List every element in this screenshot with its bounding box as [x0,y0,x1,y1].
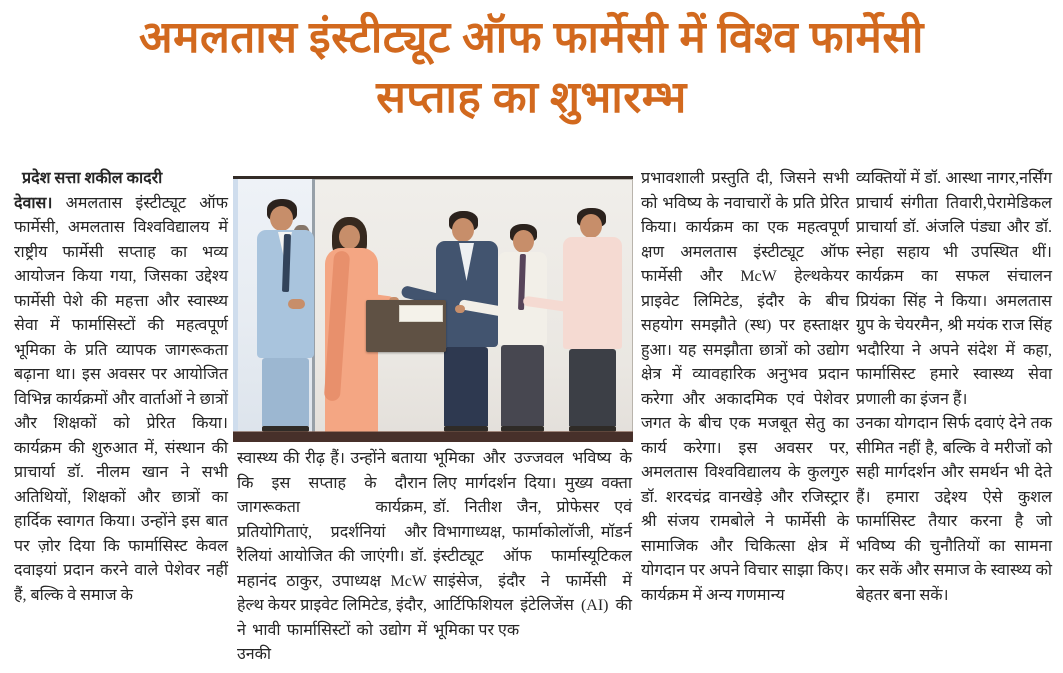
headline [0,8,1063,128]
person-2-head [339,225,360,249]
dateline: देवास। [14,194,53,212]
mou-folder-label [399,305,443,322]
person-3-legs [444,347,488,426]
headline-line-2: सप्ताह का शुभारम्भ [376,73,687,122]
byline: प्रदेश सत्ता शकील कादरी [22,170,163,187]
person-5-pink-shirt [563,237,622,349]
person-5-legs [569,349,616,426]
event-photo [233,176,633,442]
floor-strip [233,432,633,442]
person-3-head [452,218,474,242]
column-3-paragraph: भूमिका और उज्जवल भविष्य के लिए मार्गदर्शन दिया। मुख्य वक्ता डॉ. नितीश जैन, प्रोफेसर एवं विभागाध्यक्ष, फार्माकोलॉजी, मॉडर्न इंस्टीट्यूट ऑफ फार्मास्यूटिकल साइंसेज, इंदौर ने फार्मेसी में आर्टिफिशियल इंटेलिजेंस (AI) की भूमिका पर एक [433,450,632,639]
column-2-paragraph: स्वास्थ्य की रीढ़ हैं। उन्होंने बताया कि इस सप्ताह के दौरान जागरूकता कार्यक्रम, प्रतियोगिताएं, प्रदर्शनियां और रैलियां आयोजित की जाएंगी। डॉ. महानंद ठाकुर, उपाध्यक्ष McW हेल्थ केयर प्राइवेट लिमिटेड, इंदौर, ने भावी फार्मासिस्टों को उद्योग में उनकी [237,450,427,663]
person-4-head [513,230,534,253]
column-1-text: अमलतास इंस्टीट्यूट ऑफ फार्मेसी, अमलतास विश्वविद्यालय में राष्ट्रीय फार्मेसी सप्ताह का भव्य आयोजन किया गया, जिसका उद्देश्य फार्मेसी पेशे की महत्ता और स्वास्थ्य सेवा में फार्मासिस्टों की महत्वपूर्ण भूमिका के प्रति व्यापक जागरूकता बढ़ाना था। इस अवसर पर आयोजित विभिन्न कार्यक्रमों और वार्ताओं ने छात्रों और शिक्षकों को प्रेरित किया। कार्यक्रम की शुरुआत में, संस्थान की प्राचार्या डॉ. नीलम खान ने सभी अतिथियों, शिक्षकों और छात्रों का हार्दिक स्वागत किया। उन्होंने इस बात पर ज़ोर दिया कि फार्मासिस्ट केवल दवाइयां प्रदान करने वाले पेशेवर नहीं हैं, बल्कि वे समाज के [14,194,228,604]
article-column-1 [14,167,228,673]
person-4-legs [501,345,544,426]
article-column-5 [856,167,1052,673]
column-1-paragraph [14,192,228,609]
column-5-paragraph-2: उनका योगदान सिर्फ दवाएं देने तक सीमित नहीं है, बल्कि वे मरीजों को सही मार्गदर्शन और समर्थन भी देते हैं। हमारा उद्देश्य ऐसे कुशल फार्मासिस्ट तैयार करना है जो भविष्य की चुनौतियों का सामना कर सकें और समाज के स्वास्थ्य को बेहतर बना सकें। [856,415,1052,604]
article-column-4 [641,167,849,673]
column-4-paragraph: प्रभावशाली प्रस्तुति दी, जिसने सभी को भविष्य के नवाचारों के प्रति प्रेरित किया। कार्यक्रम का एक महत्वपूर्ण क्षण अमलतास इंस्टीट्यूट ऑफ फार्मेसी और McW हेल्थकेयर प्राइवेट लिमिटेड, इंदौर के बीच सहयोग समझौते (स्ध) पर हस्ताक्षर हुआ। यह समझौता छात्रों को उद्योग क्षेत्र में व्यावहारिक अनुभव प्रदान करेगा और अकादमिक एवं पेशेवर जगत के बीच एक मजबूत सेतु का कार्य करेगा। इस अवसर पर, अमलतास विश्वविद्यालय के कुलगुरु डॉ. शरदचंद्र वानखेड़े और रजिस्ट्रार श्री संजय रामबोले ने फार्मेसी के सामाजिक और चिकित्सा क्षेत्र में योगदान पर अपने विचार साझा किए। कार्यक्रम में अन्य गणमान्य [641,170,849,604]
person-1-hands [288,299,305,309]
article-column-3 [433,447,632,673]
person-1-head [270,206,293,231]
person-1-legs [262,358,309,426]
headline-line-1: अमलतास इंस्टीट्यूट ऑफ फार्मेसी में विश्व फार्मेसी [139,13,924,62]
column-5-paragraph-1: व्यक्तियों में डॉ. आस्था नागर,नर्सिंग प्राचार्य संगीता तिवारी,पेरामेडिकल प्राचार्या डॉ. अंजलि पंड्या और डॉ. स्नेहा सहाय भी उपस्थित थीं। कार्यक्रम का सफल संचालन प्रियंका सिंह ने किया। अमलतास ग्रुप के चेयरमैन, श्री मयंक राज सिंह भदौरिया ने अपने संदेश में कहा, फार्मासिस्ट हमारे स्वास्थ्य सेवा प्रणाली का इंजन हैं। [856,170,1052,408]
person-5-head [580,214,602,238]
person-4-hand [455,305,465,313]
article-column-2 [237,447,427,673]
